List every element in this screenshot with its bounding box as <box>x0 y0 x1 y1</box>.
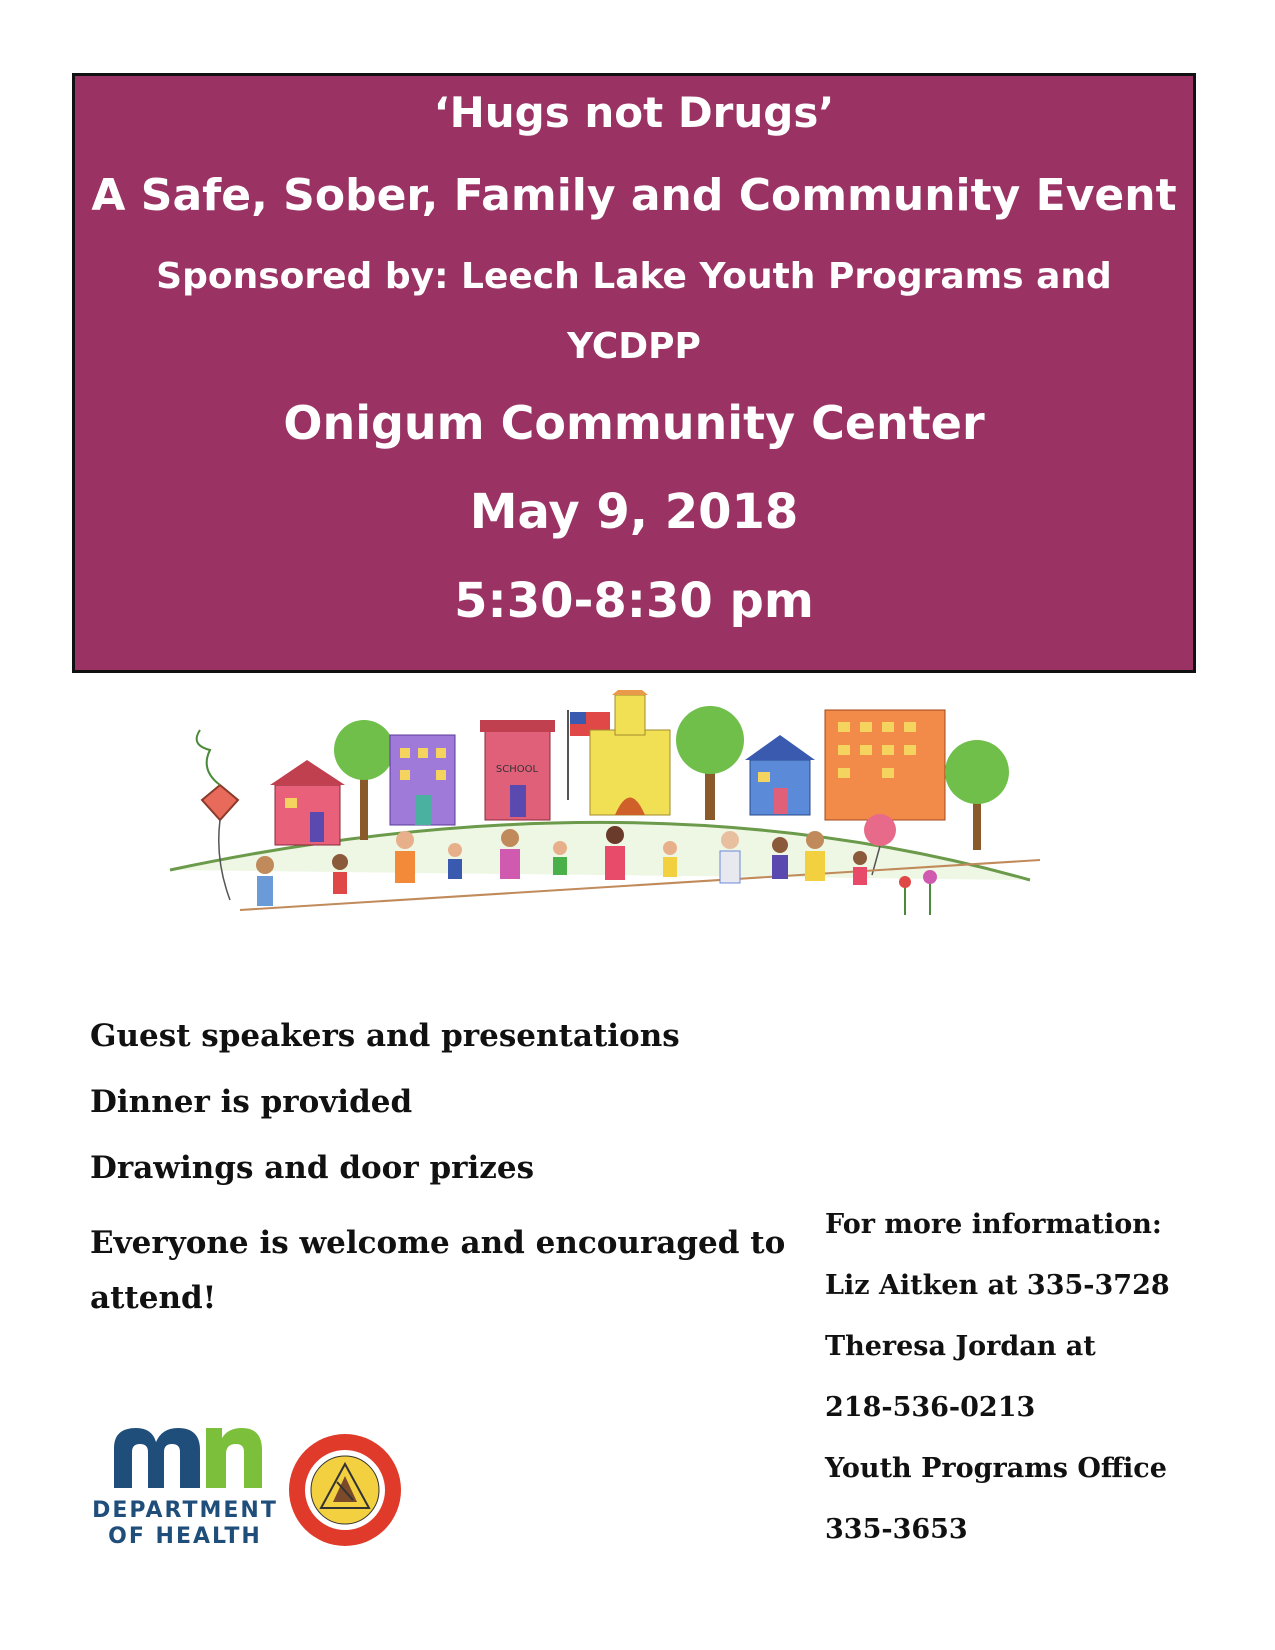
community-illustration <box>160 690 1120 990</box>
event-title: ‘Hugs not Drugs’ <box>433 88 835 137</box>
house-icon <box>745 735 815 815</box>
mn-dept-text: DEPARTMENT <box>92 1498 278 1523</box>
school-icon <box>480 720 555 820</box>
contact-line: Youth Programs Office <box>825 1453 1167 1484</box>
sponsor-line: Sponsored by: Leech Lake Youth Programs and <box>156 256 1112 297</box>
activities-list <box>90 1018 810 1356</box>
activity-item: Dinner is provided <box>90 1084 413 1120</box>
mn-logo-icon <box>108 1420 268 1492</box>
event-location: Onigum Community Center <box>283 396 985 450</box>
house-icon <box>270 760 345 845</box>
tree-icon <box>676 706 744 820</box>
school-sign: SCHOOL <box>495 764 539 775</box>
event-date: May 9, 2018 <box>469 484 799 540</box>
mn-dept-text: OF HEALTH <box>108 1524 262 1549</box>
contact-line: Liz Aitken at 335-3728 <box>825 1270 1170 1301</box>
activity-item: Everyone is welcome and encouraged to attend! <box>90 1225 786 1316</box>
event-banner <box>72 73 1196 673</box>
activity-item: Guest speakers and presentations <box>90 1018 680 1054</box>
church-icon <box>590 690 670 815</box>
office-building-icon <box>825 710 945 820</box>
event-time: 5:30-8:30 pm <box>454 573 814 629</box>
contact-info <box>825 1205 1245 1571</box>
contact-heading: For more information: <box>825 1209 1162 1240</box>
kite-icon <box>197 730 238 900</box>
tree-icon <box>334 720 394 840</box>
sponsor-line-2: YCDPP <box>567 326 701 367</box>
activity-item: Drawings and door prizes <box>90 1150 535 1186</box>
contact-line: 335-3653 <box>825 1514 968 1545</box>
apartment-icon <box>390 735 455 825</box>
leech-lake-seal-icon <box>285 1430 405 1550</box>
mn-department-of-health-logo <box>90 1420 280 1560</box>
contact-line: Theresa Jordan at <box>825 1331 1096 1362</box>
event-subtitle: A Safe, Sober, Family and Community Event <box>91 170 1177 221</box>
contact-line: 218-536-0213 <box>825 1392 1036 1423</box>
tree-icon <box>945 740 1009 850</box>
